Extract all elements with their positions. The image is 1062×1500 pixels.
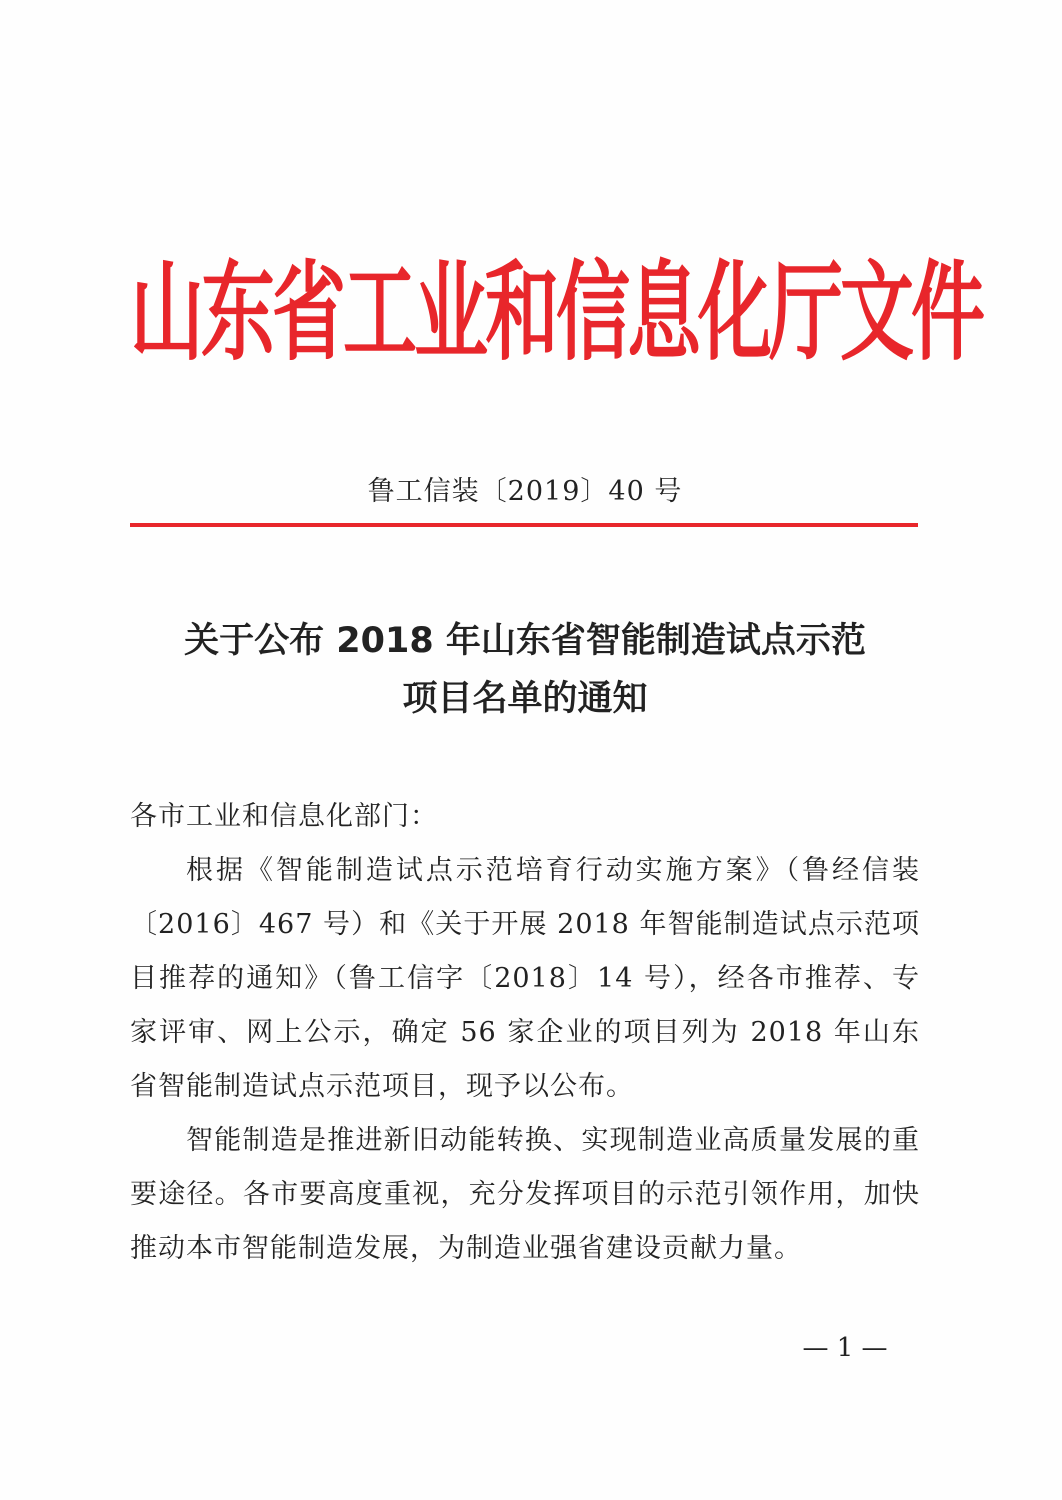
document-number: 鲁工信装〔2019〕40 号 bbox=[367, 476, 683, 507]
document-title bbox=[130, 612, 920, 728]
agency-header-title: 山东省工业和信息化厅文件 bbox=[130, 250, 982, 376]
document-title-line-2: 项目名单的通知 bbox=[402, 679, 648, 719]
document-title-line-1: 关于公布 2018 年山东省智能制造试点示范 bbox=[184, 621, 866, 661]
page-number: — 1 — bbox=[802, 1333, 888, 1363]
body-paragraph: 智能制造是推进新旧动能转换、实现制造业高质量发展的重要途径。各市要高度重视，充分发挥项目的示范引领作用，加快推动本市智能制造发展，为制造业强省建设贡献力量。 bbox=[130, 1125, 920, 1264]
document-body bbox=[130, 790, 920, 1276]
red-separator-line bbox=[130, 523, 918, 527]
body-paragraph: 根据《智能制造试点示范培育行动实施方案》（鲁经信装〔2016〕467 号）和《关于开展 2018 年智能制造试点示范项目推荐的通知》（鲁工信字〔2018〕14 号），经各市推荐、专家评审、网上公示，确定 56 家企业的项目列为 2018 年山东省智能制造试点示范项目，现予以公布。 bbox=[130, 855, 920, 1102]
salutation: 各市工业和信息化部门： bbox=[130, 801, 438, 832]
